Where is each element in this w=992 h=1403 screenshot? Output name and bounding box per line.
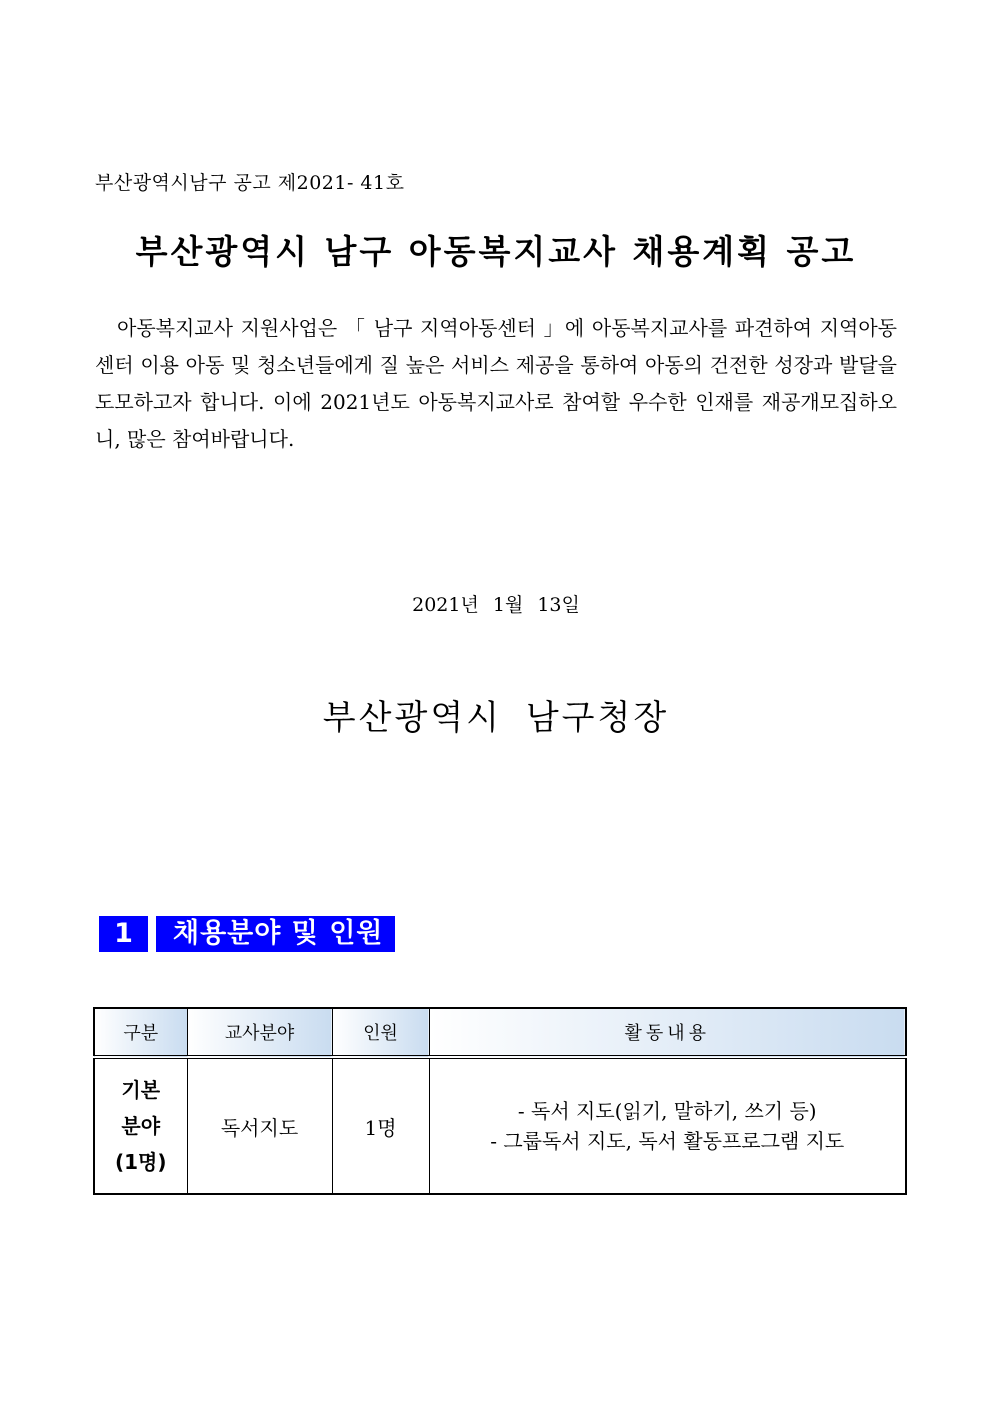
table-header-row xyxy=(94,1008,906,1057)
issue-date: 2021년 1월 13일 xyxy=(412,594,580,616)
recruitment-table xyxy=(93,1007,907,1195)
category-line: (1명) xyxy=(114,1150,167,1174)
header-count: 인원 xyxy=(332,1008,429,1057)
section-number: 1 xyxy=(99,916,148,952)
section-title: 채용분야 및 인원 xyxy=(156,916,395,952)
header-category: 구분 xyxy=(94,1008,187,1057)
category-cell xyxy=(94,1057,187,1194)
activity-item: - 그룹독서 지도, 독서 활동프로그램 지도 xyxy=(490,1129,845,1153)
notice-number: 부산광역시남구 공고 제2021- 41호 xyxy=(95,172,405,194)
header-activities: 활동내용 xyxy=(429,1008,906,1057)
issuer: 부산광역시 남구청장 xyxy=(322,698,670,738)
header-field: 교사분야 xyxy=(187,1008,332,1057)
section-heading xyxy=(99,916,395,952)
activities-cell xyxy=(429,1057,906,1194)
field-cell: 독서지도 xyxy=(187,1057,332,1194)
document-title: 부산광역시 남구 아동복지교사 채용계획 공고 xyxy=(135,232,857,271)
count-cell: 1명 xyxy=(332,1057,429,1194)
body-paragraph: 아동복지교사 지원사업은 「 남구 지역아동센터 」에 아동복지교사를 파견하여 지역아동센터 이용 아동 및 청소년들에게 질 높은 서비스 제공을 통하여 아동의 건전한 성장과 발달을 도모하고자 합니다. 이에 2021년도 아동복지교사로 참여할 우수한 인재를 재공개모집하오니, 많은 참여바랍니다. xyxy=(95,316,897,451)
activity-item: - 독서 지도(읽기, 말하기, 쓰기 등) xyxy=(517,1099,817,1123)
table-row xyxy=(94,1057,906,1194)
category-line: 분야 xyxy=(121,1114,161,1138)
category-line: 기본 xyxy=(121,1078,161,1102)
